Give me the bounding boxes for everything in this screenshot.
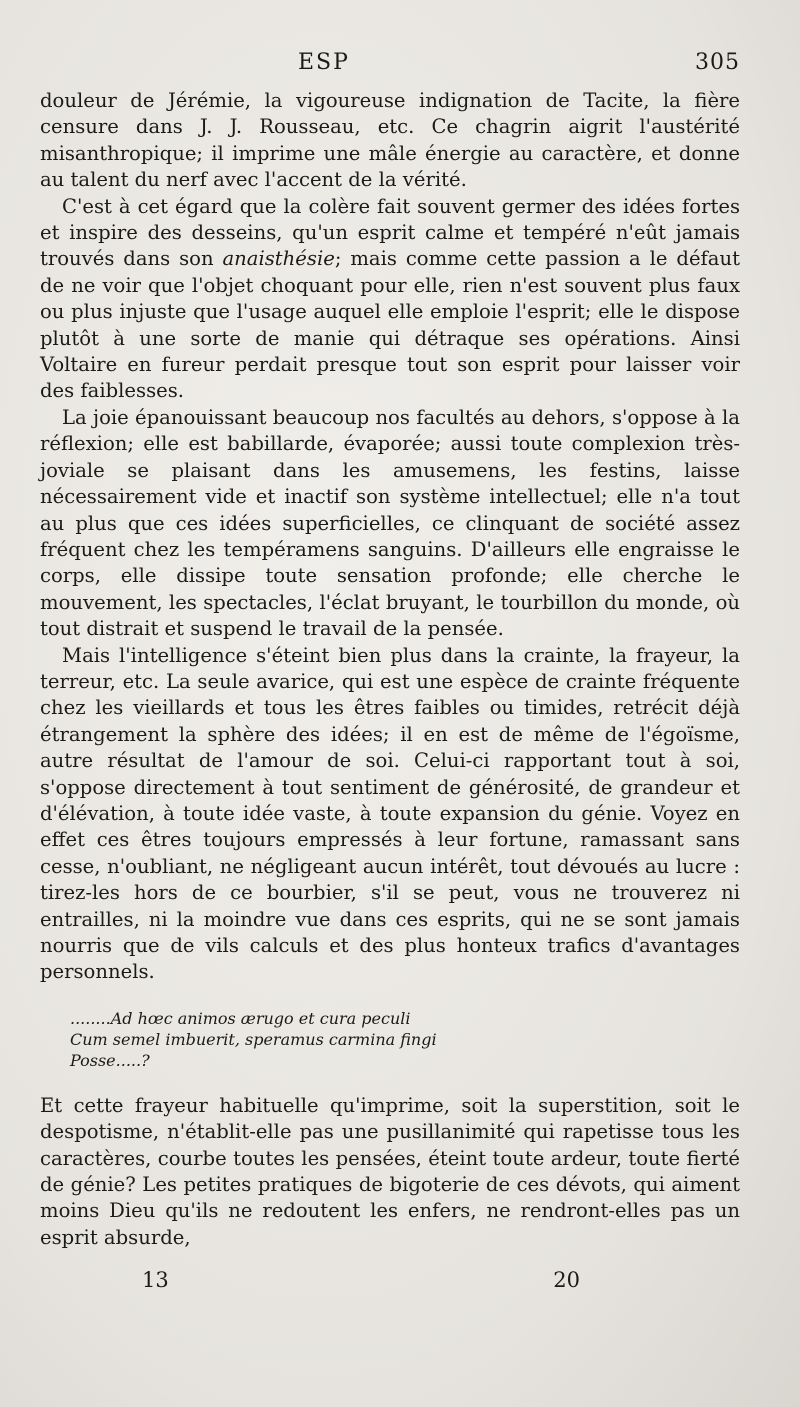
paragraph-2-start: C'est à cet égard que la colère fait souvent germer des idées fortes et inspire des desseins, qu'un esprit calme et tempéré n'eût jamais trouvés dans son xyxy=(40,194,740,271)
paragraph-4: Mais l'intelligence s'éteint bien plus dans la crainte, la frayeur, la terreur, etc. La seule avarice, qui est une espèce de crainte fréquente chez les vieillards et tous les êtres faibles ou timides, retrécit déjà étrangement la sphère des idées; il en est de même de l'égoïsme, autre résultat de l'amour de soi. Celui-ci rapportant tout à soi, s'oppose directement à tout sentiment de générosité, de grandeur et d'élévation, à toute idée vaste, à toute expansion du génie. Voyez en effet ces êtres toujours empressés à leur fortune, ramassant sans cesse, n'oubliant, ne négligeant aucun intérêt, tout dévoués au lucre : tirez-les hors de ce bourbier, s'il se peut, vous ne trouverez ni entrailles, ni la moindre vue dans ces esprits, qui ne se sont jamais nourris que de vils calculs et des plus honteux trafics d'avantages personnels. xyxy=(40,643,740,984)
quote-line: ........Ad hœc animos ærugo et cura peculi xyxy=(70,1008,411,1028)
footer-number: 20 xyxy=(553,1268,580,1292)
paragraph-2 xyxy=(40,194,740,405)
quote-line: Cum semel imbuerit, speramus carmina fingi xyxy=(70,1029,437,1049)
paragraph-5: Et cette frayeur habituelle qu'imprime, soit la superstition, soit le despotisme, n'établit-elle pas une pusillanimité qui rapetisse tous les caractères, courbe toutes les pensées, éteint toute ardeur, toute fierté de génie? Les petites pratiques de bigoterie de ces dévots, qui aiment moins Dieu qu'ils ne redoutent les enfers, ne rendront-elles pas un esprit absurde, xyxy=(40,1093,740,1249)
paragraph-1: douleur de Jérémie, la vigoureuse indignation de Tacite, la fière censure dans J. J. Rousseau, etc. Ce chagrin aigrit l'austérité misanthropique; il imprime une mâle énergie au caractère, et donne au talent du nerf avec l'accent de la vérité. xyxy=(40,89,740,192)
paragraph-2-end: ; mais comme cette passion a le défaut de ne voir que l'objet choquant pour elle, rien n'est souvent plus faux ou plus injuste que l'usage auquel elle emploie l'esprit; elle le dispose plutôt à une sorte de manie qui détraque ses opérations. Ainsi Voltaire en fureur perdait presque tout son esprit pour laisser voir des faiblesses. xyxy=(40,247,740,403)
body-text xyxy=(40,88,740,1251)
page-header xyxy=(40,50,740,84)
running-head: ESP xyxy=(298,50,350,75)
paragraph-3: La joie épanouissant beaucoup nos facultés au dehors, s'oppose à la réflexion; elle est babillarde, évaporée; aussi toute complexion très-joviale se plaisant dans les amusemens, les festins, laisse nécessairement vide et inactif son système intellectuel; elle n'a tout au plus que ces idées superficielles, ce clinquant de société assez fréquent chez les tempéramens sanguins. D'ailleurs elle engraisse le corps, elle dissipe toute sensation profonde; elle cherche le mouvement, les spectacles, l'éclat bruyant, le tourbillon du monde, où tout distrait et suspend le travail de la pensée. xyxy=(40,405,740,641)
signature-mark: 13 xyxy=(142,1268,169,1292)
page-footer xyxy=(142,1268,580,1292)
latin-quotation xyxy=(70,1008,740,1071)
page-number: 305 xyxy=(695,50,740,75)
quote-line: Posse.....? xyxy=(70,1050,150,1070)
paragraph-2-emphasis: anaisthésie xyxy=(222,247,335,271)
